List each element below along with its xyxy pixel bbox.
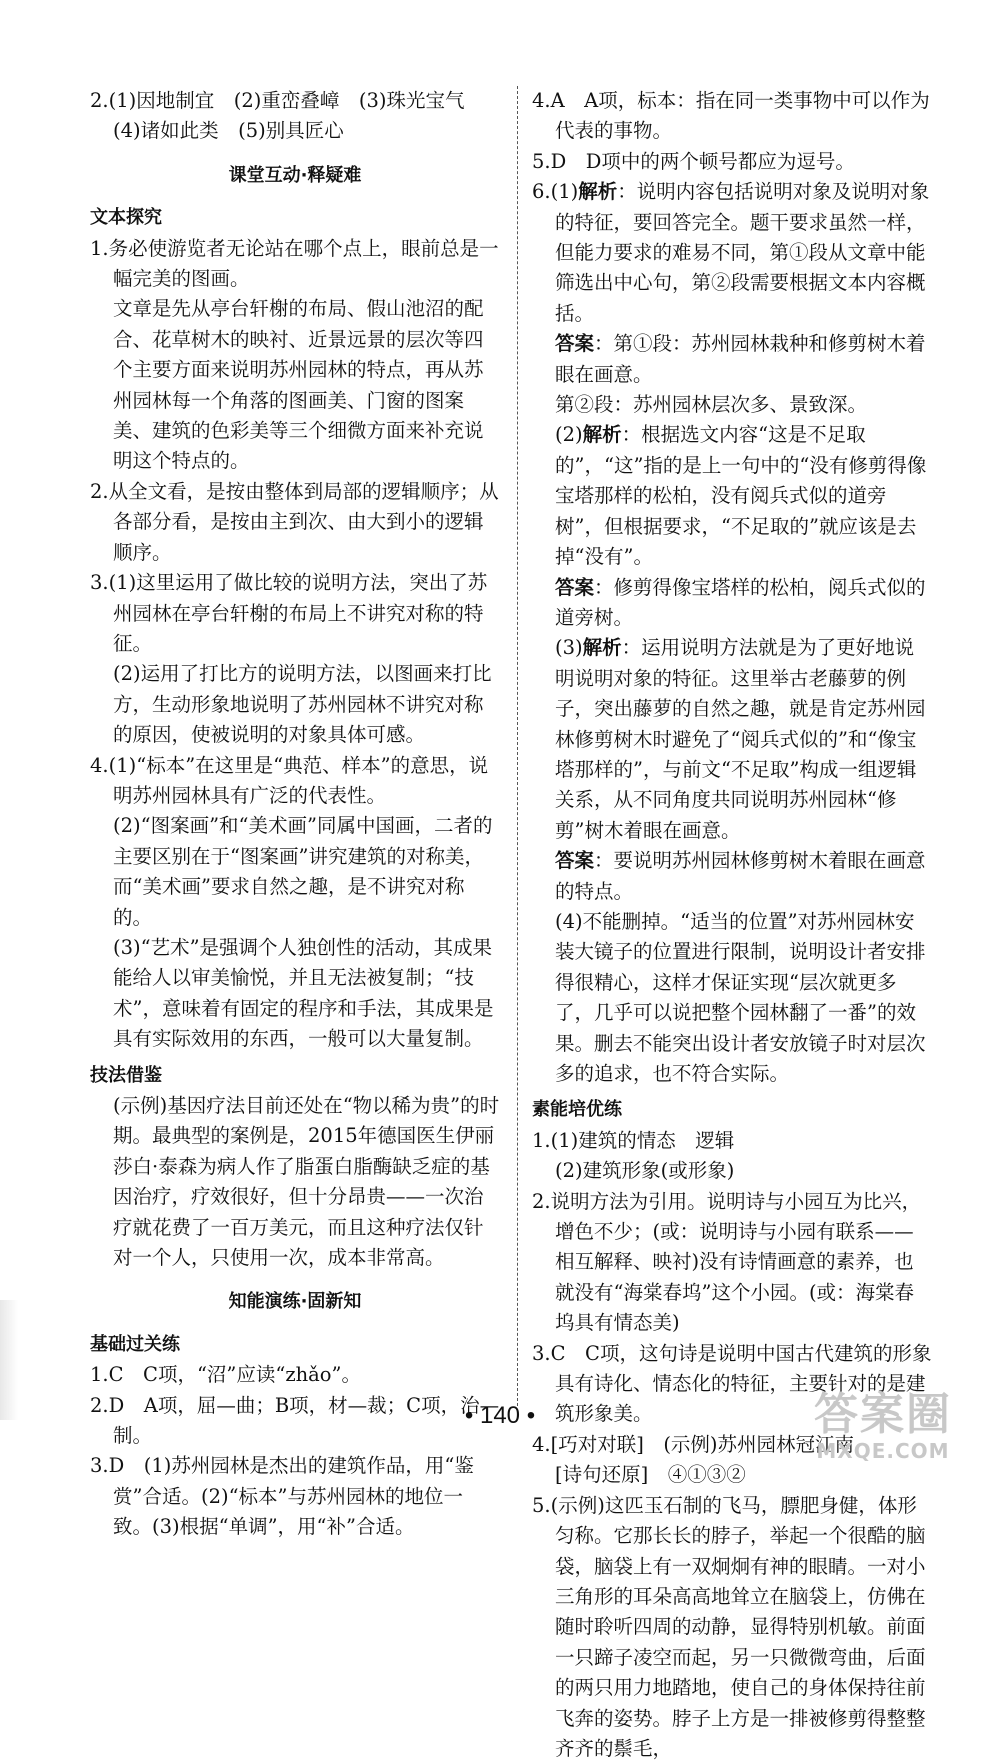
answer-paragraph: 4.A A项，标本：指在同一类事物中可以作为代表的事物。	[532, 89, 930, 143]
answer-paragraph: 2.(1)因地制宜 (2)重峦叠嶂 (3)珠光宝气 (4)诸如此类 (5)别具匠心	[90, 89, 484, 143]
watermark-title: 答案圈	[814, 1389, 952, 1440]
answer-paragraph: (2)“图案画”和“美术画”同属中国画，二者的主要区别在于“图案画”讲究建筑的对称美，而“美术画”要求自然之趣，是不讲究对称的。	[113, 814, 493, 929]
answer-paragraph: 答案：第①段：苏州园林栽种和修剪树木着眼在画意。	[555, 332, 926, 386]
answer-paragraph: 3.D (1)苏州园林是杰出的建筑作品，用“鉴赏”合适。(2)“标本”与苏州园林的地位一致。(3)根据“单调”，用“补”合适。	[90, 1454, 474, 1539]
answer-paragraph: 1.务必使游览者无论站在哪个点上，眼前总是一幅完美的图画。	[90, 236, 499, 291]
scan-edge-shadow	[0, 1300, 18, 1420]
left-column	[90, 86, 500, 1543]
answer-paragraph: 4.(1)“标本”在这里是“典范、样本”的意思，说明苏州园林具有广泛的代表性。	[90, 753, 489, 807]
right-column	[532, 86, 932, 1764]
subsection-heading: 基础过关练	[90, 1333, 180, 1355]
answer-paragraph: (3)解析：运用说明方法就是为了更好地说明说明对象的特征。这里举古老藤萝的例子，突出藤萝的自然之趣，就是肯定苏州园林修剪树木时避免了“阅兵式似的”和“像宝塔那样的”，与前文“不足取”构成一组逻辑关系，从不同角度共同说明苏州园林“修剪”树木着眼在画意。	[555, 636, 926, 842]
keyword-label: 解析	[582, 636, 622, 660]
answer-paragraph: 4.[巧对对联] (示例)苏州园林冠江南	[532, 1432, 855, 1456]
subsection-heading: 技法借鉴	[90, 1064, 162, 1086]
answer-paragraph: 1.C C项，“沼”应读“zhǎo”。	[90, 1363, 362, 1387]
answer-paragraph: 5.D D项中的两个顿号都应为逗号。	[532, 149, 855, 173]
answer-paragraph: 答案：修剪得像宝塔样的松柏，阅兵式似的道旁树。	[555, 575, 926, 629]
subsection-heading: 素能培优练	[532, 1099, 622, 1121]
section-heading: 知能演练·固新知	[228, 1291, 362, 1313]
answer-paragraph: 2.说明方法为引用。说明诗与小园互为比兴，增色不少；(或：说明诗与小园有联系——相互解释、映衬)没有诗情画意的素养，也就没有“海棠春坞”这个小园。(或：海棠春坞具有情态美)	[532, 1189, 922, 1335]
watermark-logo	[788, 1391, 978, 1463]
answer-paragraph: 3.(1)这里运用了做比较的说明方法，突出了苏州园林在亭台轩榭的布局上不讲究对称的特征。	[90, 571, 488, 655]
answer-paragraph: (2)解析：根据选文内容“这是不足取的”，“这”指的是上一句中的“没有修剪得像宝塔那样的松柏，没有阅兵式似的道旁树”，但根据要求，“不足取的”就应该是去掉“没有”。	[555, 423, 927, 569]
keyword-label: 解析	[582, 423, 622, 447]
keyword-label: 答案	[555, 332, 595, 356]
answer-paragraph: 2.D A项，屈—曲；B项，材—裁；C项，治—制。	[90, 1393, 500, 1448]
answer-paragraph: (示例)基因疗法目前还处在“物以稀为贵”的时期。最典型的案例是，2015年德国医生伊丽莎白·泰森为病人作了脂蛋白脂酶缺乏症的基因治疗，疗效很好，但十分昂贵——一次治疗就花费了一百万美元，而且这种疗法仅针对一个人，只使用一次，成本非常高。	[113, 1094, 500, 1270]
answer-paragraph: 文章是先从亭台轩榭的布局、假山池沼的配合、花草树木的映衬、近景远景的层次等四个主要方面来说明苏州园林的特点，再从苏州园林每一个角落的图画美、门窗的图案美、建筑的色彩美等三个细微方面来补充说明这个特点的。	[113, 297, 484, 473]
keyword-label: 解析	[578, 180, 618, 204]
answer-paragraph: 3.C C项，这句诗是说明中国古代建筑的形象具有诗化、情态化的特征，主要针对的是建筑形象美。	[532, 1341, 932, 1426]
column-divider	[517, 86, 518, 1406]
answer-paragraph: 2.从全文看，是按由整体到局部的逻辑顺序；从各部分看，是按由主到次、由大到小的逻辑顺序。	[90, 479, 499, 564]
answer-paragraph: (2)运用了打比方的说明方法，以图画来打比方，生动形象地说明了苏州园林不讲究对称的原因，使被说明的对象具体可感。	[113, 662, 492, 747]
keyword-label: 答案	[555, 849, 595, 873]
watermark-url: MXQE.COM	[816, 1439, 950, 1463]
answer-paragraph: 1.(1)建筑的情态 逻辑	[532, 1128, 735, 1152]
answer-paragraph: (4)不能删掉。“适当的位置”对苏州园林安装大镜子的位置进行限制，说明设计者安排得很精心，这样才保证实现“层次就更多了，几乎可以说把整个园林翻了一番”的效果。删去不能突出设计者安放镜子时对层次多的追求，也不符合实际。	[555, 909, 926, 1085]
keyword-label: 答案	[555, 575, 595, 599]
answer-paragraph: 6.(1)解析：说明内容包括说明对象及说明对象的特征，要回答完全。题干要求虽然一样，但能力要求的难易不同，第①段从文章中能筛选出中心句，第②段需要根据文本内容概括。	[532, 180, 930, 325]
subsection-heading: 文本探究	[90, 207, 162, 229]
answer-paragraph: [诗句还原] ④①③②	[555, 1463, 746, 1487]
answer-paragraph: 5.(示例)这匹玉石制的飞马，膘肥身健，体形匀称。它那长长的脖子，举起一个很酷的脑袋，脑袋上有一双炯炯有神的眼睛。一对小三角形的耳朵高高地耸立在脑袋上，仿佛在随时聆听四周的动静，显得特别机敏。前面一只蹄子凌空而起，另一只微微弯曲，后面的两只用力地踏地，使自己的身体保持往前飞奔的姿势。脖子上方是一排被修剪得整整齐齐的鬃毛，	[532, 1493, 926, 1760]
answer-paragraph: (2)建筑形象(或形象)	[555, 1159, 735, 1183]
page-number: • 140 •	[464, 1402, 536, 1429]
answer-paragraph: 第②段：苏州园林层次多、景致深。	[555, 393, 868, 417]
section-heading: 课堂互动·释疑难	[228, 164, 362, 186]
answer-paragraph: 答案：要说明苏州园林修剪树木着眼在画意的特点。	[555, 849, 926, 903]
answer-paragraph: (3)“艺术”是强调个人独创性的活动，其成果能给人以审美愉悦，并且无法被复制；“技术”，意味着有固定的程序和手法，其成果是具有实际效用的东西，一般可以大量复制。	[113, 935, 494, 1051]
